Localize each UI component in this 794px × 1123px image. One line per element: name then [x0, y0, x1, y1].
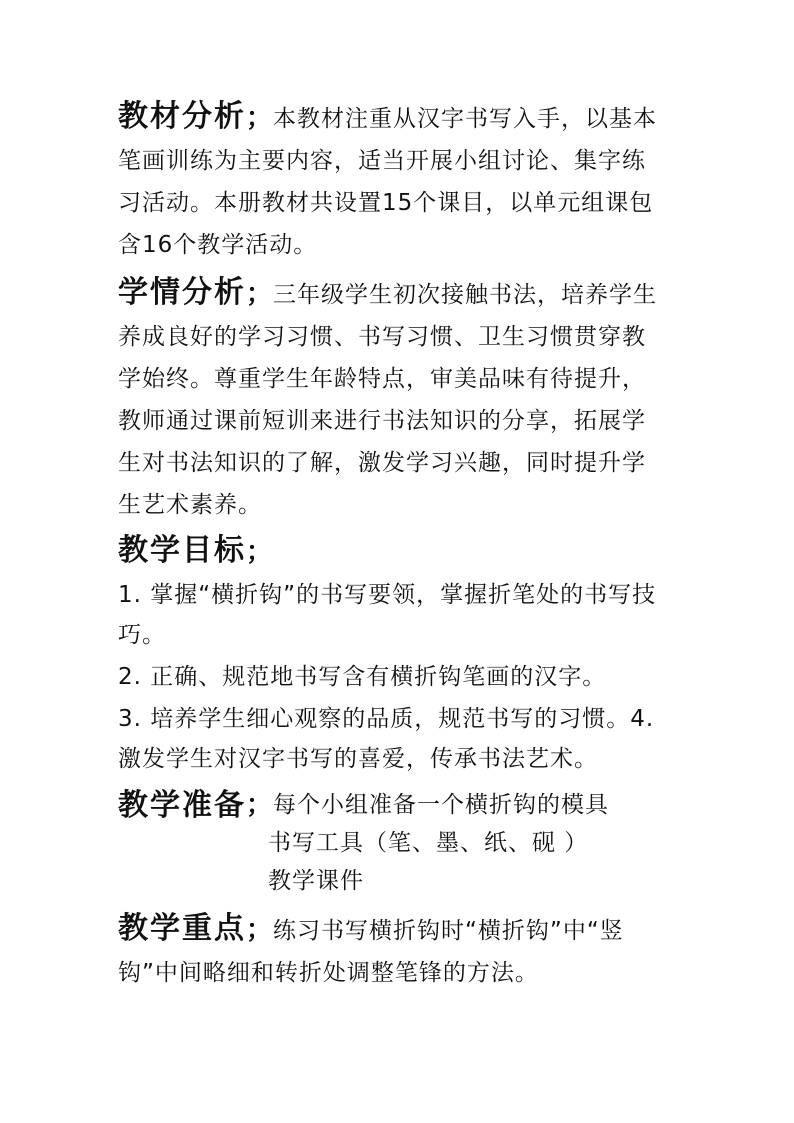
heading-separator: ；: [246, 915, 274, 945]
teaching-prep-heading: 教学准备: [118, 788, 246, 823]
teaching-goal-item: 2. 正确、规范地书写含有横折钩笔画的汉字。: [118, 664, 607, 690]
teaching-goal-item: 3. 培养学生细心观察的品质，规范书写的习惯。4. 激发学生对汉字书写的喜爱，传承书法艺术。: [118, 706, 655, 772]
teaching-focus-section: [118, 908, 663, 994]
lesson-plan-page: [118, 96, 663, 994]
teaching-prep-item: 书写工具（笔、墨、纸、砚 ）: [268, 830, 589, 856]
heading-separator: ；: [246, 279, 274, 309]
teaching-goal-item: 1. 掌握“横折钩”的书写要领，掌握折笔处的书写技巧。: [118, 582, 657, 648]
teaching-focus-text: 练习书写横折钩时“横折钩”中“竖钩”中间略细和转折处调整笔锋的方法。: [118, 918, 624, 986]
heading-separator: ；: [246, 790, 274, 820]
teaching-focus-heading: 教学重点: [118, 911, 246, 946]
student-analysis-text: 三年级学生初次接触书法，培养学生养成良好的学习习惯、书写习惯、卫生习惯贯穿教学始终。尊重学生年龄特点，审美品味有待提升，教师通过课前短训来进行书法知识的分享，拓展学生对书法知识的了解，激发学习兴趣，同时提升学生艺术素养。: [118, 282, 658, 518]
teaching-goals-heading: 教学目标: [118, 533, 246, 568]
student-analysis-heading: 学情分析: [118, 275, 246, 310]
teaching-prep-section: [118, 785, 663, 898]
teaching-prep-row: [118, 785, 663, 826]
heading-separator: ；: [246, 537, 274, 567]
student-analysis-section: [118, 272, 663, 526]
material-analysis-section: [118, 96, 663, 266]
teaching-prep-item: 每个小组准备一个横折钩的模具: [273, 792, 610, 818]
teaching-prep-item: 教学课件: [268, 868, 364, 894]
material-analysis-text: 本教材注重从汉字书写入手，以基本笔画训练为主要内容，适当开展小组讨论、集字练习活动。本册教材共设置15个课目，以单元组课包含16个教学活动。: [118, 106, 658, 258]
teaching-goals-section: [118, 530, 663, 779]
heading-separator: ；: [246, 103, 274, 133]
material-analysis-heading: 教材分析: [118, 99, 246, 134]
teaching-goals-heading-row: [118, 530, 663, 573]
